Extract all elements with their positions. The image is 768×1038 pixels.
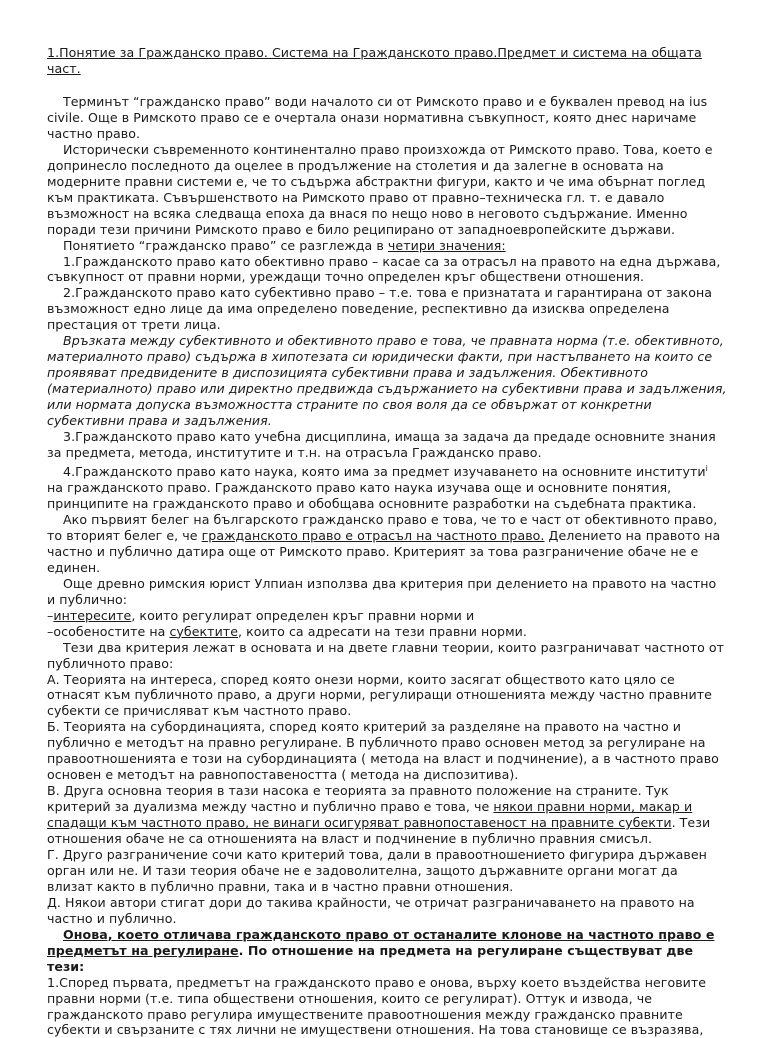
text-run: на гражданското право. Гражданското право като наука изучава още и основните понятия, принципите на гражданското право и обобщава основните разработки на съдебната практика. xyxy=(47,480,697,512)
text-run: –особеностите на xyxy=(47,623,166,639)
text-run: Понятието “гражданско право” се разглежда в xyxy=(63,237,384,253)
paragraph: Б. Теорията на субординацията, според която критерий за разделяне на правото на частно и публично е методът на правно регулиране. В публичното право основен метод за регулиране на правоотношенията е този на субординацията ( метода на власт и подчинение), а в частното право основен е методът на равнопоставеността ( метода на диспозитива). xyxy=(47,719,719,783)
text-run: . По отношение на предмета на регулиране съществуват две тези: xyxy=(47,942,694,974)
text-run: – xyxy=(47,607,54,623)
text-run: В. Друга основна теория в тази насока е теорията за правното положение на страните. Тук критерий за дуализма между частно и публично право е това, че xyxy=(47,783,669,815)
paragraph: Терминът “гражданско право” води началото си от Римското право и е буквален превод на ius civile. Още в Римското право се е очертала онази нормативна съвкупност, която днес наричаме частно право. xyxy=(47,94,708,141)
text-run: 4.Гражданското право като наука, която има за предмет изучаването на основните институти xyxy=(63,464,706,480)
paragraph xyxy=(47,783,727,847)
bold-paragraph xyxy=(47,927,727,975)
italic-paragraph: Връзката между субективното и обективното право е това, че правната норма (т.е. обективното, материалното право) съдържа в хипотезата си юридически факти, при настъпването на които се проявяват предвидените в диспозицията субективни права и задължения. Обективното (материалното) право или директно предвижда съдържанието на субективни права и задължения, или нормата допуска възможността страните по своя воля да се обвържат от конкретни субективни права и задължения. xyxy=(47,333,727,429)
paragraph: Тези два критерия лежат в основата и на двете главни теории, които разграничават частното от публичното право: xyxy=(47,639,725,671)
paragraph: Г. Друго разграничение сочи като критерий това, дали в правоотношението фигурира държавен орган или не. И тази теория обаче не е задоволителна, защото държавните органи могат да влизат както в публично правни, така и в частно правни отношения. xyxy=(47,846,707,894)
paragraph xyxy=(47,624,727,640)
paragraph xyxy=(47,512,727,576)
paragraph: 1.Според първата, предметът на гражданското право е онова, върху което въздейства неговите правни норми (т.е. типа обществени отношения, които се регулират). Оттук и изводa, че гражданското право регулира имуществените правоотношения между гражданско правните субекти и свързаните с тях лични не имуществени отношения. На това становище се възразява, xyxy=(47,974,707,1038)
paragraph: А. Теорията на интереса, според която онези норми, които засягат обществото като цяло се отнасят към публичното право, а други норми, регулиращи отношенията между частно правните субекти се причисляват към частното право. xyxy=(47,671,712,719)
text-run: , които са адресати на тези правни норми. xyxy=(238,623,527,639)
footnote-marker[interactable]: i xyxy=(705,463,708,473)
paragraph: Исторически съвременното континентално право произхожда от Римското право. Това, което е допринесло последното да оцелее в продължение на столетия и да залегне в основата на модерните правни системи е, че то съдържа абстрактни фигури, както и че има обърнат поглед към практиката. Съвършенството на Римското право от правно–техническа гл. т. е давало възможност на всяка следваща епоха да внася по нещо ново в неговото съдържание. Именно поради тези причини Римското право е било реципирано от западноевропейските държави. xyxy=(47,141,713,237)
paragraph: Още древно римския юрист Улпиан използва два критерия при делението на правото на частно и публично: xyxy=(47,575,717,607)
underlined-text: гражданското право е отрасъл на частното право. xyxy=(201,527,545,543)
text-run: , които регулират определен кръг правни норми и xyxy=(131,607,475,623)
paragraph xyxy=(47,461,727,512)
paragraph xyxy=(47,238,727,254)
underlined-text: интересите xyxy=(53,607,132,623)
document-body xyxy=(47,94,727,1038)
underlined-bold-text: Онова, което отличава гражданското право от останалите клонове на частното право е предметът на регулиране xyxy=(47,926,715,958)
underlined-text: субектите xyxy=(169,623,238,639)
text-run: Делението на правото на частно и публично датира още от Римското право. Критерият за това разграничение обаче не е единен. xyxy=(47,527,721,575)
underlined-text: някои правни норми, макар и спадащи към частното право, не винаги осигуряват равнопоставеност на правните субекти xyxy=(47,799,693,831)
underlined-text: четири значения: xyxy=(387,237,506,253)
text-run: Ако първият белег на българското гражданско право е това, че то е част от обективното право, то вторият белег е, че xyxy=(47,511,718,543)
paragraph: 3.Гражданското право като учебна дисциплина, имаща за задача да предаде основните знания за предмета, метода, институтите и т.н. на отрасъла Гражданско право. xyxy=(47,429,716,460)
paragraph: 2.Гражданското право като субективно право – т.е. това е признатата и гарантирана от закона възможност едно лице да има определено поведение, респективно да изисква определена престация от трети лица. xyxy=(47,285,713,333)
paragraph: Д. Някои автори стигат дори до такива крайности, че отричат разграничаването на правото на частно и публично. xyxy=(47,894,695,926)
document-title: 1.Понятие за Гражданско право. Система на Гражданското право.Предмет и система на общата част. xyxy=(47,45,702,76)
paragraph xyxy=(47,608,727,624)
paragraph: 1.Гражданското право като обективно право – касае са за отрасъл на правото на една държава, съвкупност от правни норми, уреждащи точно определен кръг обществени отношения. xyxy=(47,253,721,285)
text-run: . Тези отношения обаче не са отношенията на власт и подчинение в публично правния смисъл. xyxy=(47,815,711,847)
